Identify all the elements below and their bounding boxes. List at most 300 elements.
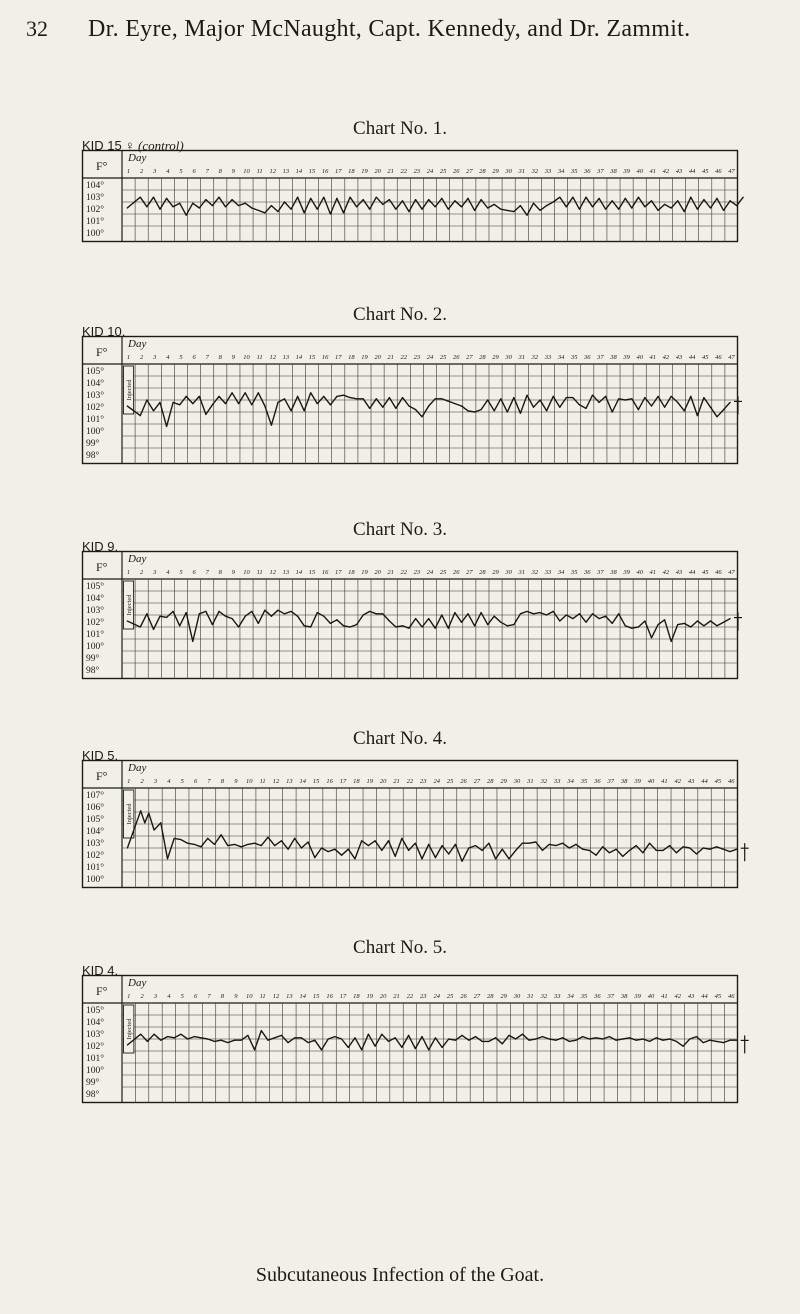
- temperature-point: [455, 1040, 456, 1041]
- temperature-point: [585, 197, 586, 198]
- temperature-point: [254, 843, 255, 844]
- day-tick-label: 20: [379, 778, 387, 785]
- temperature-point: [166, 426, 167, 427]
- temperature-point: [622, 856, 623, 857]
- temperature-point: [605, 396, 606, 397]
- day-tick-label: 3: [153, 993, 158, 1000]
- temp-tick-label: 103°: [86, 391, 105, 401]
- temperature-point: [435, 857, 436, 858]
- chart-frame: [83, 151, 738, 242]
- temperature-point: [703, 847, 704, 848]
- temperature-point: [592, 613, 593, 614]
- temperature-point: [369, 209, 370, 210]
- temperature-point: [599, 198, 600, 199]
- temperature-point: [651, 200, 652, 201]
- temperature-point: [251, 611, 252, 612]
- day-tick-label: 38: [610, 168, 617, 175]
- temperature-point: [631, 628, 632, 629]
- temperature-point: [482, 1041, 483, 1042]
- temperature-point: [395, 408, 396, 409]
- temperature-point: [526, 215, 527, 216]
- temperature-point: [651, 637, 652, 638]
- day-tick-label: 15: [308, 354, 316, 361]
- day-tick-label: 46: [715, 569, 722, 576]
- day-tick-label: 35: [570, 168, 578, 175]
- temperature-point: [369, 408, 370, 409]
- temperature-point: [526, 611, 527, 612]
- temperature-point: [348, 849, 349, 850]
- temperature-point: [520, 413, 521, 414]
- temperature-point: [448, 628, 449, 629]
- temperature-point: [533, 203, 534, 204]
- temperature-point: [179, 625, 180, 626]
- day-tick-label: 42: [662, 569, 670, 576]
- temp-tick-label: 101°: [86, 217, 105, 227]
- day-tick-label: 35: [580, 778, 588, 785]
- day-tick-label: 13: [286, 778, 293, 785]
- temperature-point: [677, 624, 678, 625]
- temperature-point: [677, 402, 678, 403]
- temperature-point: [330, 213, 331, 214]
- temperature-point: [146, 613, 147, 614]
- temperature-point: [212, 205, 213, 206]
- temperature-point: [166, 198, 167, 199]
- day-tick-label: 10: [243, 168, 250, 175]
- day-tick-label: 10: [243, 569, 250, 576]
- temperature-point: [330, 404, 331, 405]
- temperature-point: [671, 396, 672, 397]
- temperature-point: [166, 617, 167, 618]
- day-tick-label: 5: [179, 168, 183, 175]
- temperature-point: [596, 1037, 597, 1038]
- temperature-point: [160, 1040, 161, 1041]
- day-tick-label: 21: [387, 354, 394, 361]
- temperature-point: [301, 1037, 302, 1038]
- temperature-point: [638, 409, 639, 410]
- temperature-point: [644, 206, 645, 207]
- temp-tick-label: 103°: [86, 606, 105, 616]
- day-tick-label: 35: [580, 993, 588, 1000]
- day-tick-label: 4: [166, 168, 170, 175]
- temperature-point: [618, 613, 619, 614]
- temperature-point: [723, 849, 724, 850]
- temperature-point: [710, 207, 711, 208]
- temperature-point: [153, 410, 154, 411]
- temperature-point: [238, 205, 239, 206]
- temperature-point: [221, 834, 222, 835]
- day-tick-label: 7: [205, 354, 209, 361]
- temp-tick-label: 105°: [86, 367, 105, 377]
- temperature-chart: [82, 150, 738, 242]
- day-tick-label: 12: [269, 168, 276, 175]
- temperature-point: [442, 1047, 443, 1048]
- temperature-point: [546, 614, 547, 615]
- temperature-point: [341, 855, 342, 856]
- day-tick-label: 26: [452, 569, 460, 576]
- temperature-point: [247, 1035, 248, 1036]
- temp-tick-label: 102°: [86, 403, 105, 413]
- temperature-point: [304, 625, 305, 626]
- temperature-point: [274, 1037, 275, 1038]
- temperature-point: [629, 850, 630, 851]
- day-tick-label: 7: [207, 778, 211, 785]
- temperature-point: [148, 813, 149, 814]
- temperature-point: [369, 611, 370, 612]
- day-tick-label: 6: [192, 569, 196, 576]
- temperature-point: [363, 199, 364, 200]
- temperature-point: [736, 849, 737, 850]
- day-tick-label: 30: [505, 569, 512, 576]
- temperature-point: [146, 399, 147, 400]
- temperature-point: [709, 849, 710, 850]
- temperature-point: [415, 618, 416, 619]
- temperature-point: [159, 209, 160, 210]
- day-tick-label: 47: [728, 354, 735, 361]
- day-tick-label: 31: [518, 569, 525, 576]
- temperature-point: [508, 1035, 509, 1036]
- temperature-point: [535, 1038, 536, 1039]
- temp-tick-label: 105°: [86, 815, 105, 825]
- temp-tick-label: 102°: [86, 1042, 105, 1052]
- day-tick-label: 37: [597, 569, 604, 576]
- day-tick-label: 11: [259, 993, 266, 1000]
- temperature-point: [304, 410, 305, 411]
- temperature-point: [323, 396, 324, 397]
- temperature-point: [194, 844, 195, 845]
- day-tick-label: 8: [218, 168, 222, 175]
- temperature-point: [323, 616, 324, 617]
- temperature-point: [350, 197, 351, 198]
- day-tick-label: 4: [167, 993, 171, 1000]
- day-tick-label: 13: [282, 569, 290, 576]
- day-tick-label: 40: [647, 993, 655, 1000]
- temp-tick-label: 100°: [86, 1066, 105, 1076]
- temperature-point: [376, 197, 377, 198]
- day-tick-label: 46: [728, 993, 735, 1000]
- day-tick-label: 7: [207, 993, 211, 1000]
- temperature-point: [192, 641, 193, 642]
- temperature-point: [127, 620, 128, 621]
- temperature-point: [207, 838, 208, 839]
- temperature-point: [225, 403, 226, 404]
- temperature-point: [625, 399, 626, 400]
- temperature-point: [304, 212, 305, 213]
- temperature-point: [585, 408, 586, 409]
- temperature-point: [221, 1040, 222, 1041]
- temperature-point: [402, 397, 403, 398]
- temperature-point: [709, 1040, 710, 1041]
- temperature-point: [671, 207, 672, 208]
- day-tick-label: 36: [584, 569, 591, 576]
- temperature-point: [676, 1041, 677, 1042]
- temperature-point: [127, 1044, 128, 1045]
- temperature-point: [696, 853, 697, 854]
- temperature-point: [205, 414, 206, 415]
- temperature-point: [415, 1048, 416, 1049]
- temperature-point: [376, 613, 377, 614]
- day-tick-label: 3: [153, 569, 157, 576]
- temperature-point: [730, 402, 731, 403]
- temperature-point: [616, 1040, 617, 1041]
- temperature-point: [291, 611, 292, 612]
- temperature-point: [474, 210, 475, 211]
- day-tick-label: 27: [466, 168, 473, 175]
- temperature-point: [343, 212, 344, 213]
- temperature-point: [729, 1040, 730, 1041]
- temperature-point: [488, 1041, 489, 1042]
- temperature-point: [317, 403, 318, 404]
- temperature-point: [690, 396, 691, 397]
- temperature-point: [662, 1040, 663, 1041]
- day-tick-label: 45: [701, 354, 709, 361]
- temperature-chart: [82, 336, 738, 464]
- temperature-point: [507, 411, 508, 412]
- death-marker: [734, 396, 742, 414]
- temperature-point: [651, 405, 652, 406]
- day-tick-label: 26: [460, 993, 467, 1000]
- temperature-point: [730, 200, 731, 201]
- temperature-point: [569, 1041, 570, 1042]
- day-tick-label: 38: [610, 354, 617, 361]
- temperature-point: [589, 1038, 590, 1039]
- temp-tick-label: 105°: [86, 582, 105, 592]
- day-tick-label: 16: [326, 993, 333, 1000]
- temperature-point: [612, 411, 613, 412]
- temperature-point: [638, 626, 639, 627]
- temp-tick-label: 104°: [86, 181, 105, 191]
- temperature-point: [572, 397, 573, 398]
- day-tick-label: 45: [701, 569, 709, 576]
- temperature-point: [494, 616, 495, 617]
- day-tick-label: 14: [295, 569, 303, 576]
- temperature-point: [642, 1038, 643, 1039]
- temperature-point: [589, 850, 590, 851]
- temperature-point: [186, 612, 187, 613]
- day-tick-label: 28: [487, 993, 494, 1000]
- temperature-point: [462, 861, 463, 862]
- day-tick-label: 14: [295, 168, 303, 175]
- temperature-point: [186, 215, 187, 216]
- temperature-point: [388, 840, 389, 841]
- temperature-point: [442, 845, 443, 846]
- temperature-point: [382, 613, 383, 614]
- temperature-point: [535, 841, 536, 842]
- temperature-point: [461, 622, 462, 623]
- temperature-point: [167, 858, 168, 859]
- temperature-point: [180, 839, 181, 840]
- day-tick-label: 27: [466, 569, 473, 576]
- temperature-point: [218, 396, 219, 397]
- temperature-point: [743, 197, 744, 198]
- temperature-point: [395, 209, 396, 210]
- temperature-point: [330, 623, 331, 624]
- temperature-point: [356, 398, 357, 399]
- day-tick-label: 11: [256, 354, 263, 361]
- day-tick-label: 42: [662, 168, 670, 175]
- temperature-point: [462, 1035, 463, 1036]
- temp-tick-label: 99°: [86, 654, 100, 664]
- day-tick-label: 39: [623, 569, 630, 576]
- x-axis-label: Day: [128, 152, 147, 164]
- day-tick-label: 18: [348, 168, 355, 175]
- day-tick-label: 38: [610, 569, 617, 576]
- temperature-point: [625, 198, 626, 199]
- day-tick-label: 5: [180, 993, 184, 1000]
- day-tick-label: 4: [166, 569, 170, 576]
- temperature-point: [232, 618, 233, 619]
- day-tick-label: 36: [584, 354, 591, 361]
- temperature-point: [174, 1037, 175, 1038]
- temperature-point: [241, 846, 242, 847]
- temperature-point: [317, 612, 318, 613]
- temperature-point: [729, 851, 730, 852]
- temperature-point: [323, 197, 324, 198]
- day-tick-label: 43: [675, 569, 683, 576]
- day-tick-label: 8: [220, 993, 225, 1000]
- day-tick-label: 19: [361, 354, 368, 361]
- day-tick-label: 39: [623, 168, 630, 175]
- day-tick-label: 41: [649, 569, 657, 576]
- day-tick-label: 44: [701, 993, 708, 1000]
- temperature-point: [271, 205, 272, 206]
- temperature-point: [328, 851, 329, 852]
- temperature-point: [348, 1047, 349, 1048]
- day-tick-label: 19: [361, 168, 368, 175]
- temperature-point: [234, 1040, 235, 1041]
- temperature-point: [247, 844, 248, 845]
- temperature-point: [218, 611, 219, 612]
- day-tick-label: 3: [153, 778, 158, 785]
- day-tick-label: 43: [675, 354, 683, 361]
- day-tick-label: 31: [527, 993, 534, 1000]
- temperature-series-line: [127, 393, 730, 427]
- temperature-point: [566, 206, 567, 207]
- day-tick-label: 27: [473, 993, 481, 1000]
- temperature-point: [363, 614, 364, 615]
- day-tick-label: 17: [335, 569, 342, 576]
- temperature-point: [284, 613, 285, 614]
- kid-id: KID 15: [82, 138, 122, 153]
- day-tick-label: 5: [179, 354, 183, 361]
- kid-id: KID 10.: [82, 324, 126, 339]
- day-tick-label: 6: [192, 354, 196, 361]
- day-tick-label: 12: [269, 354, 276, 361]
- temperature-point: [656, 850, 657, 851]
- temperature-point: [301, 847, 302, 848]
- y-axis-label: F°: [96, 159, 108, 173]
- temperature-point: [140, 626, 141, 627]
- temperature-point: [375, 1046, 376, 1047]
- day-tick-label: 43: [687, 993, 695, 1000]
- injected-label: Injected: [126, 379, 134, 401]
- day-tick-label: 30: [505, 168, 512, 175]
- temperature-point: [697, 415, 698, 416]
- temperature-point: [428, 1049, 429, 1050]
- day-tick-label: 43: [687, 778, 695, 785]
- temperature-point: [649, 1041, 650, 1042]
- temp-tick-label: 99°: [86, 1078, 100, 1088]
- day-tick-label: 2: [140, 778, 144, 785]
- temperature-point: [435, 628, 436, 629]
- temperature-point: [540, 210, 541, 211]
- day-tick-label: 40: [636, 569, 643, 576]
- temperature-point: [435, 206, 436, 207]
- temperature-point: [683, 846, 684, 847]
- temperature-point: [520, 205, 521, 206]
- temperature-point: [264, 405, 265, 406]
- temperature-point: [258, 392, 259, 393]
- temperature-point: [200, 846, 201, 847]
- temperature-point: [408, 628, 409, 629]
- temperature-point: [546, 410, 547, 411]
- temperature-point: [140, 810, 141, 811]
- temperature-point: [575, 1040, 576, 1041]
- temperature-point: [716, 1041, 717, 1042]
- day-tick-label: 16: [321, 569, 329, 576]
- temp-tick-label: 102°: [86, 851, 105, 861]
- day-tick-label: 9: [231, 168, 236, 175]
- day-tick-label: 9: [231, 569, 236, 576]
- day-tick-label: 6: [194, 778, 198, 785]
- day-tick-label: 31: [518, 354, 525, 361]
- temperature-point: [529, 1040, 530, 1041]
- temperature-point: [435, 1037, 436, 1038]
- day-tick-label: 21: [393, 778, 400, 785]
- temperature-point: [494, 410, 495, 411]
- day-tick-label: 20: [379, 993, 387, 1000]
- temperature-point: [703, 397, 704, 398]
- day-tick-label: 41: [661, 778, 668, 785]
- temperature-point: [245, 392, 246, 393]
- temperature-point: [631, 398, 632, 399]
- temperature-point: [173, 402, 174, 403]
- temperature-point: [540, 399, 541, 400]
- day-tick-label: 46: [715, 168, 722, 175]
- temperature-point: [361, 840, 362, 841]
- day-tick-label: 30: [505, 354, 512, 361]
- temperature-point: [500, 622, 501, 623]
- day-tick-label: 10: [243, 354, 250, 361]
- day-tick-label: 25: [446, 993, 454, 1000]
- day-tick-label: 43: [675, 168, 683, 175]
- temperature-point: [664, 204, 665, 205]
- temperature-point: [618, 398, 619, 399]
- day-tick-label: 41: [661, 993, 668, 1000]
- temperature-point: [507, 210, 508, 211]
- day-tick-label: 40: [636, 168, 643, 175]
- day-tick-label: 24: [433, 993, 440, 1000]
- temperature-point: [710, 407, 711, 408]
- temperature-point: [321, 847, 322, 848]
- temperature-point: [736, 205, 737, 206]
- temp-tick-label: 102°: [86, 205, 105, 215]
- temperature-point: [173, 206, 174, 207]
- temperature-point: [669, 845, 670, 846]
- temperature-point: [454, 403, 455, 404]
- y-axis-label: F°: [96, 560, 108, 574]
- day-tick-label: 8: [218, 354, 222, 361]
- temperature-point: [212, 404, 213, 405]
- day-tick-label: 25: [439, 569, 447, 576]
- temperature-point: [546, 205, 547, 206]
- temperature-point: [529, 843, 530, 844]
- temperature-point: [579, 404, 580, 405]
- temperature-point: [291, 209, 292, 210]
- day-tick-label: 3: [153, 354, 157, 361]
- temperature-point: [277, 610, 278, 611]
- day-tick-label: 25: [439, 354, 447, 361]
- day-tick-label: 34: [567, 993, 574, 1000]
